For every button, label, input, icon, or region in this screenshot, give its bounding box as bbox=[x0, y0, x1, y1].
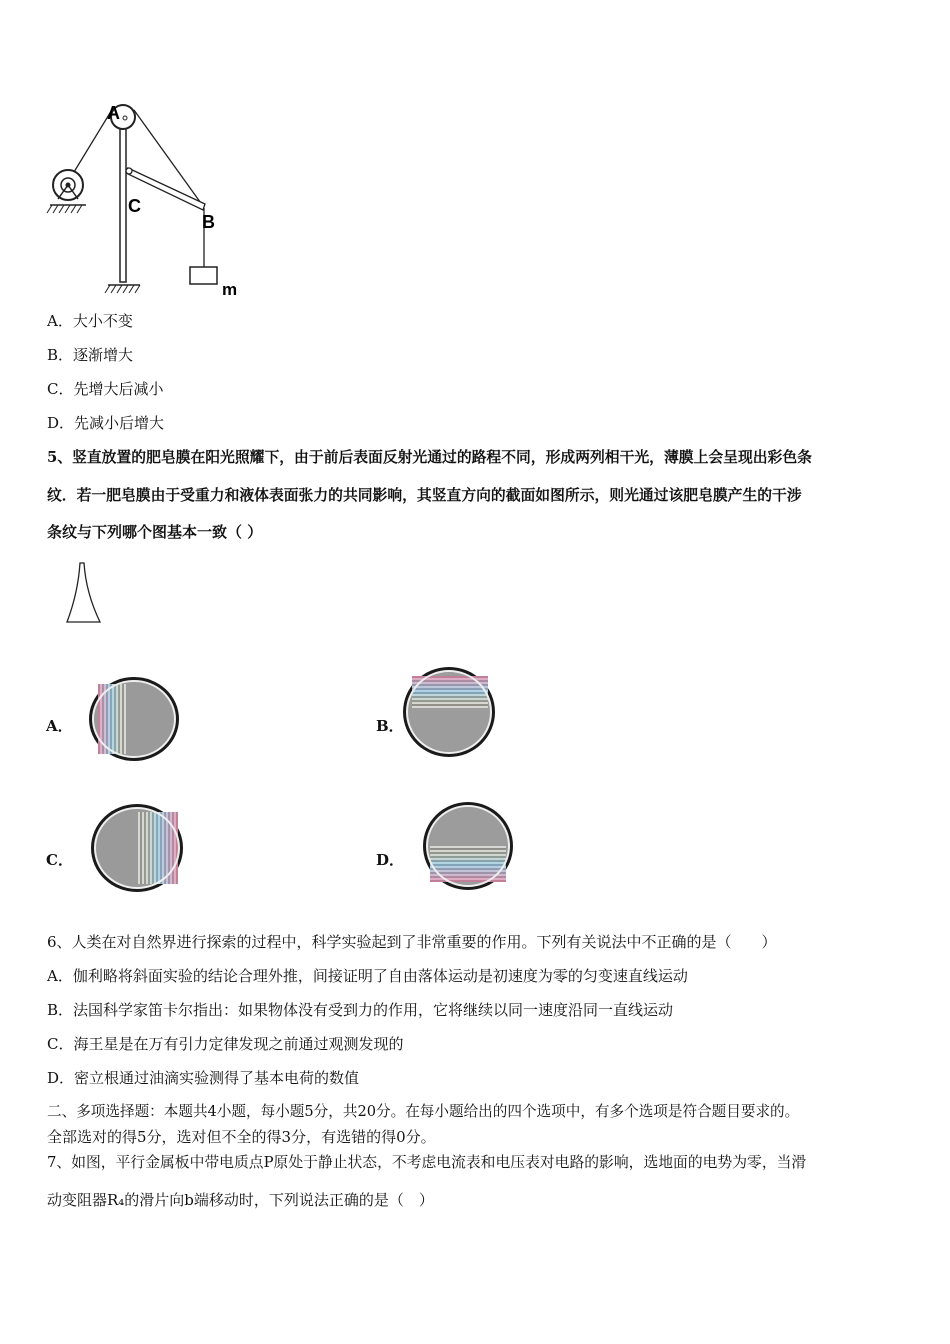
q6-option-c: C．海王星是在万有引力定律发现之前通过观测发现的 bbox=[47, 1035, 404, 1053]
fringe-image-d bbox=[420, 800, 520, 895]
soap-film-cross-section bbox=[64, 558, 114, 628]
section2-heading-line1: 二、多项选择题：本题共4小题，每小题5分，共20分。在每小题给出的四个选项中，有多个选项是符合题目要求的。 bbox=[47, 1103, 800, 1120]
label-a: A bbox=[107, 103, 120, 123]
q5-stem-line1: 5、竖直放置的肥皂膜在阳光照耀下，由于前后表面反射光通过的路程不同，形成两列相干光，薄膜上会呈现出彩色条 bbox=[47, 449, 812, 466]
q6-option-b: B．法国科学家笛卡尔指出：如果物体没有受到力的作用，它将继续以同一速度沿同一直线运动 bbox=[47, 1001, 674, 1019]
q6-option-d: D．密立根通过油滴实验测得了基本电荷的数值 bbox=[47, 1069, 360, 1087]
q4-option-c: C．先增大后减小 bbox=[47, 380, 164, 398]
q5-option-label-a: A． bbox=[46, 717, 73, 735]
q4-option-d: D．先减小后增大 bbox=[47, 414, 165, 432]
q4-option-a: A．大小不变 bbox=[47, 312, 133, 330]
q7-stem-line2: 动变阻器R₄的滑片向b端移动时，下列说法正确的是（ ） bbox=[47, 1191, 434, 1209]
q6-stem: 6、人类在对自然界进行探索的过程中，科学实验起到了非常重要的作用。下列有关说法中不正确的是（ ） bbox=[47, 933, 777, 951]
fringe-image-a bbox=[86, 674, 186, 764]
section2-heading-line2: 全部选对的得5分，选对但不全的得3分，有选错的得0分。 bbox=[47, 1128, 436, 1146]
label-b: B bbox=[202, 212, 215, 232]
label-m: m bbox=[222, 280, 238, 299]
q5-option-label-c: C． bbox=[46, 851, 73, 869]
fringe-image-c bbox=[88, 802, 188, 897]
q7-stem-line1: 7、如图，平行金属板中带电质点P原处于静止状态，不考虑电流表和电压表对电路的影响，选地面的电势为零，当滑 bbox=[47, 1154, 807, 1171]
q5-option-label-d: D． bbox=[376, 851, 405, 869]
q5-stem-line2: 纹．若一肥皂膜由于受重力和液体表面张力的共同影响，其竖直方向的截面如图所示，则光通过该肥皂膜产生的干涉 bbox=[47, 487, 802, 504]
q6-option-a: A．伽利略将斜面实验的结论合理外推，间接证明了自由落体运动是初速度为零的匀变速直线运动 bbox=[47, 967, 688, 985]
q4-option-b: B．逐渐增大 bbox=[47, 346, 134, 364]
pulley-rod-diagram bbox=[40, 95, 280, 305]
q5-stem-line3: 条纹与下列哪个图基本一致（ ） bbox=[47, 523, 263, 541]
q5-option-label-b: B． bbox=[376, 717, 404, 735]
fringe-image-b bbox=[400, 664, 500, 759]
label-c: C bbox=[128, 196, 141, 216]
